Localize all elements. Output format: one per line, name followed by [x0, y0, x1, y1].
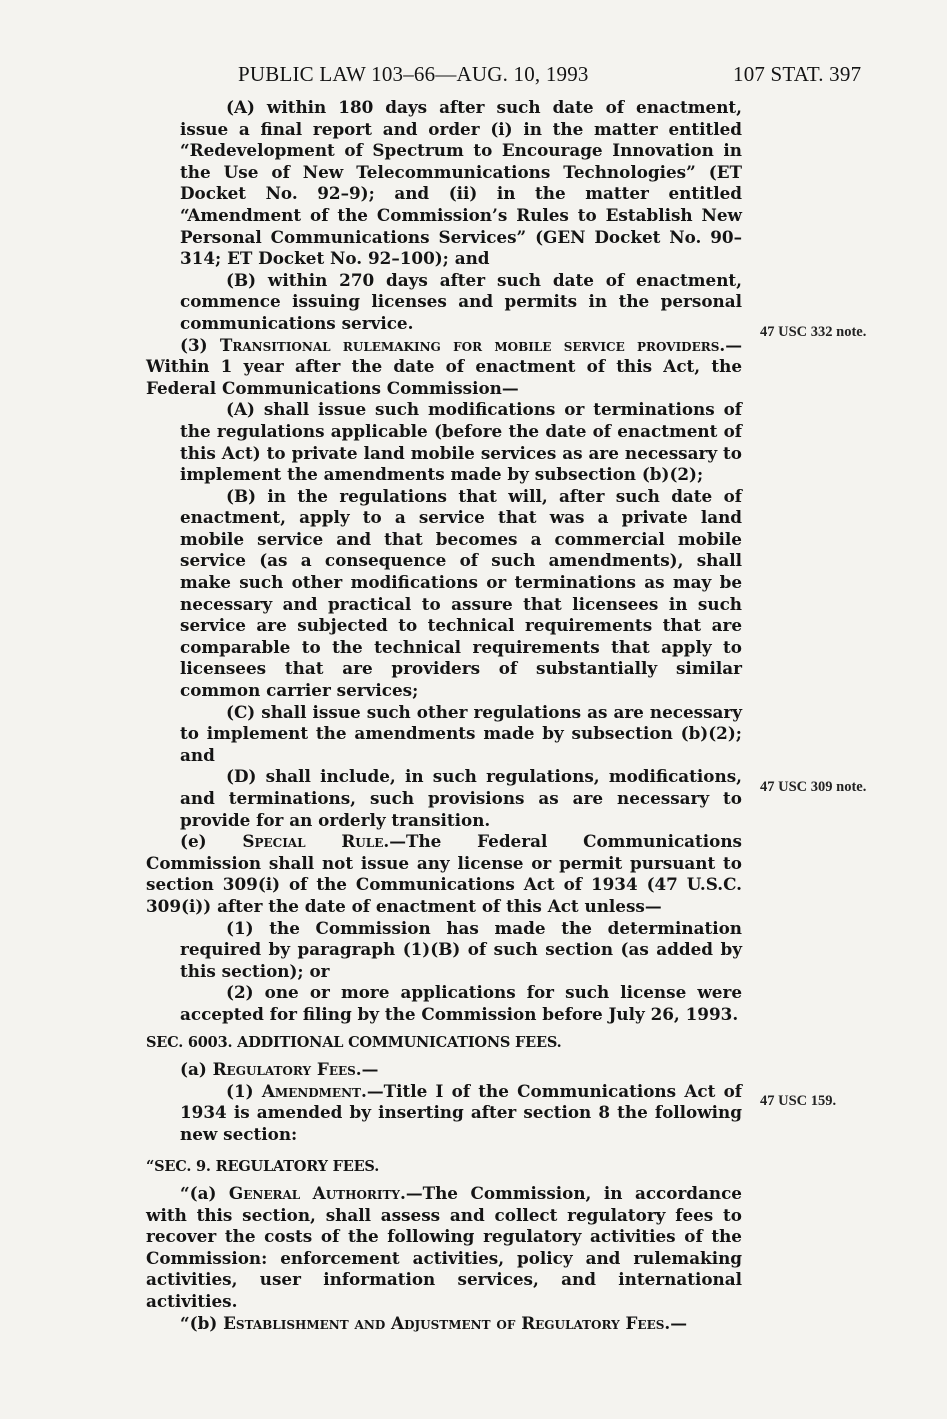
running-header-stat: 107 STAT. 397: [733, 62, 862, 86]
paragraph-3-title: Transitional rulemaking for mobile service providers.: [219, 334, 726, 355]
margin-note-309: 47 USC 309 note.: [760, 779, 867, 795]
statute-body: [146, 97, 742, 1334]
subsection-e-1: (1) the Commission has made the determination required by paragraph (1)(B) of such section (as added by this section); or: [180, 917, 742, 981]
subsection-a-1-title: Amendment.: [261, 1080, 367, 1101]
paragraph-3d: (D) shall include, in such regulations, modifications, and terminations, such provisions as are necessary to provide for an orderly transition.: [180, 766, 742, 830]
subsection-e-2: (2) one or more applications for such license were accepted for filing by the Commission before July 26, 1993.: [180, 982, 742, 1024]
paragraph-2a: (A) within 180 days after such date of enactment, issue a final report and order (i) in the matter entitled “Redevelopment of Spectrum to Encourage Innovation in the Use of New Telecommunications Technologies” (ET Docket No. 92–9); and (ii) in the matter entitled “Amendment of the Commission’s Rules to Establish New Personal Communications Services” (GEN Docket No. 90–314; ET Docket No. 92–100); and: [180, 97, 742, 269]
subsection-e-title: Special Rule.: [242, 831, 390, 852]
subsection-a-1: (1) Amendment.—Title I of the Communications Act of 1934 is amended by inserting after section 8 the following new section:: [180, 1080, 742, 1144]
paragraph-2b: (B) within 270 days after such date of enactment, commence issuing licenses and permits in the personal communications service.: [180, 269, 742, 333]
running-header-title: PUBLIC LAW 103–66—AUG. 10, 1993: [238, 62, 589, 86]
margin-note-332: 47 USC 332 note.: [760, 324, 867, 340]
section-9-b: “(b) Establishment and Adjustment of Regulatory Fees.—: [180, 1312, 688, 1333]
paragraph-3a: (A) shall issue such modifications or terminations of the regulations applicable (before the date of enactment of this Act) to private land mobile services as are necessary to implement the amendments made by subsection (b)(2);: [180, 399, 742, 485]
subsection-a: (a) Regulatory Fees.—: [180, 1059, 379, 1080]
section-9-a: “(a) General Authority.—The Commission, in accordance with this section, shall assess and collect regulatory fees to recover the costs of the following regulatory activities of the Commission: enforcement activities, policy and rulemaking activities, user information services, and international activities.: [146, 1183, 742, 1312]
section-9-a-title: General Authority.: [228, 1183, 406, 1204]
paragraph-3c: (C) shall issue such other regulations as are necessary to implement the amendments made by subsection (b)(2); and: [180, 701, 742, 765]
subsection-a-title: Regulatory Fees.: [212, 1059, 362, 1080]
section-9-b-title: Establishment and Adjustment of Regulatory Fees.: [223, 1312, 671, 1333]
section-6003-heading: SEC. 6003. ADDITIONAL COMMUNICATIONS FEES.: [146, 1033, 562, 1051]
paragraph-3: (3) Transitional rulemaking for mobile service providers.—Within 1 year after the date of enactment of this Act, the Federal Communications Commission—: [146, 334, 743, 398]
margin-note-159: 47 USC 159.: [760, 1093, 837, 1109]
paragraph-3b: (B) in the regulations that will, after such date of enactment, apply to a service that was a private land mobile service and that becomes a commercial mobile service (as a consequence of such amendments), shall make such other modifications or terminations as may be necessary and practical to assure that licensees in such service are subjected to technical requirements that are comparable to the technical requirements that apply to licensees that are providers of substantially similar common carrier services;: [180, 485, 742, 701]
subsection-e: (e) Special Rule.—The Federal Communications Commission shall not issue any license or permit pursuant to section 309(i) of the Communications Act of 1934 (47 U.S.C. 309(i)) after the date of enactment of this Act unless—: [146, 831, 743, 916]
section-9-heading: “SEC. 9. REGULATORY FEES.: [146, 1157, 380, 1175]
